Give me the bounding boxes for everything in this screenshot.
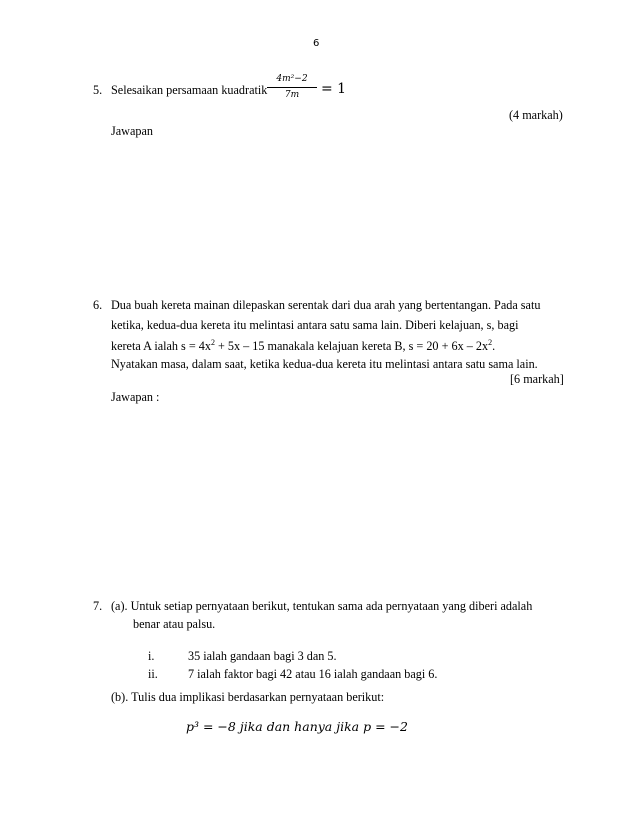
q7-item-1-label: i. bbox=[148, 649, 155, 663]
q7-number: 7. bbox=[93, 599, 103, 613]
q6-marks: [6 markah] bbox=[510, 372, 564, 386]
q7-item-2-text: 7 ialah faktor bagi 42 atau 16 ialah gandaan bagi 6. bbox=[188, 667, 438, 681]
q5-fraction-denominator: 7𝑚 bbox=[284, 90, 300, 100]
q7-item-1-text: 35 ialah gandaan bagi 3 dan 5. bbox=[188, 649, 337, 663]
q5-fraction bbox=[267, 73, 317, 101]
q7-part-b-line: (b). Tulis dua implikasi berdasarkan pernyataan berikut: bbox=[111, 690, 385, 704]
page-number: 6 bbox=[313, 38, 320, 49]
q6-line-3-part-a: kereta A ialah s = 4x bbox=[111, 339, 211, 354]
q6-exponent-2: 2 bbox=[488, 338, 493, 347]
q6-line-2: ketika, kedua-dua kereta itu melintasi antara satu sama lain. Diberi kelajuan, s, bagi bbox=[111, 318, 519, 332]
q5-number: 5. bbox=[93, 83, 103, 97]
q7-part-a-line-1: (a). Untuk setiap pernyataan berikut, tentukan sama ada pernyataan yang diberi adalah bbox=[111, 599, 533, 613]
q5-marks: (4 markah) bbox=[509, 108, 563, 122]
q6-line-3-part-b: + 5x – 15 manakala kelajuan kereta B, s = 20 + 6x – 2x bbox=[214, 339, 489, 354]
q5-answer-label: Jawapan bbox=[111, 124, 153, 138]
q7-part-a-line-2: benar atau palsu. bbox=[133, 617, 216, 631]
q6-line-3-part-c: . bbox=[492, 339, 496, 354]
q5-equation-rhs: = 1 bbox=[321, 81, 347, 97]
q5-text: Selesaikan persamaan kuadratik bbox=[111, 83, 268, 97]
q6-line-1: Dua buah kereta mainan dilepaskan serentak dari dua arah yang bertentangan. Pada satu bbox=[111, 298, 541, 312]
q6-number: 6. bbox=[93, 298, 103, 312]
q6-answer-label: Jawapan : bbox=[111, 390, 160, 404]
q7-item-2-label: ii. bbox=[148, 667, 158, 681]
q7-part-b-statement: 𝑝³ = −8 𝑗𝑖𝑘𝑎 𝑑𝑎𝑛 ℎ𝑎𝑛𝑦𝑎 𝑗𝑖𝑘𝑎 𝑝 = −2 bbox=[186, 719, 408, 734]
q5-fraction-bar bbox=[267, 87, 317, 88]
q6-line-4: Nyatakan masa, dalam saat, ketika kedua-dua kereta itu melintasi antara satu sama lain. bbox=[111, 357, 538, 371]
q6-line-3 bbox=[111, 338, 495, 354]
q5-fraction-numerator: 4𝑚²−2 bbox=[276, 74, 308, 84]
q6-exponent-1: 2 bbox=[210, 338, 215, 347]
